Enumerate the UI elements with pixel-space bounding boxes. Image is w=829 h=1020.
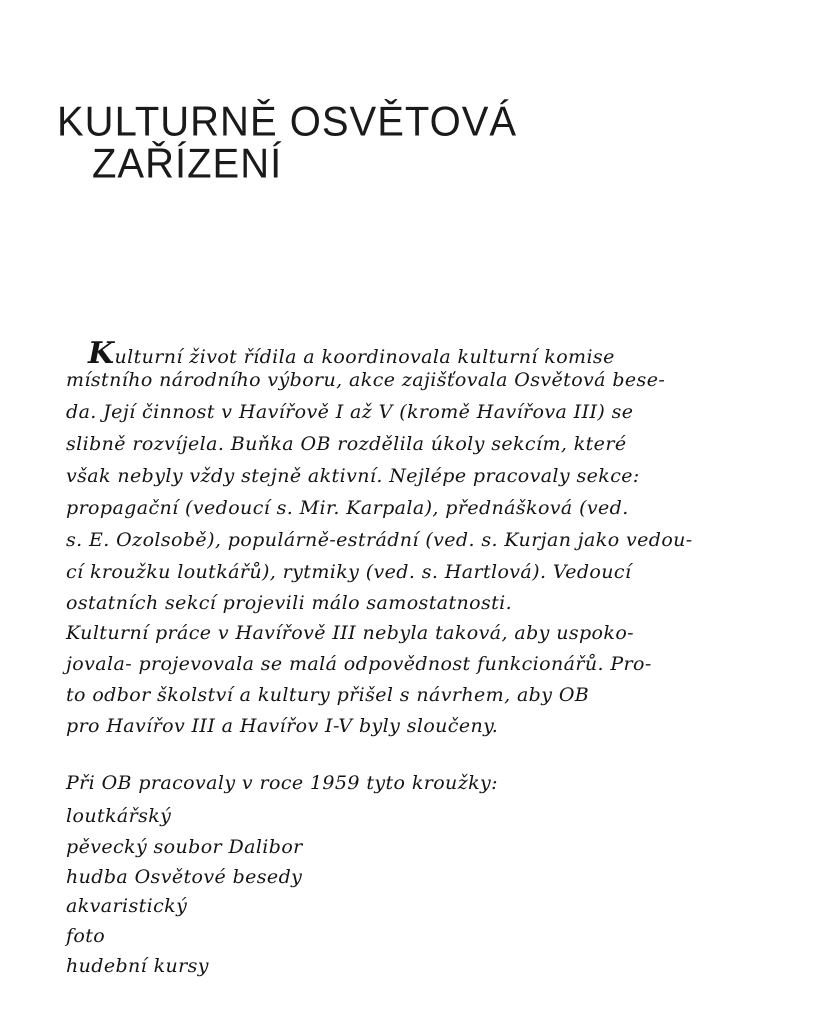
text-line: da. Její činnost v Havířově I až V (kromě Havířova III) se bbox=[66, 401, 634, 423]
text-line: jovala- projevovala se malá odpovědnost funkcionářů. Pro- bbox=[66, 653, 652, 675]
list-item: foto bbox=[66, 925, 106, 947]
text-line: to odbor školství a kultury přišel s návrhem, aby OB bbox=[66, 684, 590, 706]
text-line: však nebyly vždy stejně aktivní. Nejlépe pracovaly sekce: bbox=[66, 465, 640, 487]
text-line: Kulturní práce v Havířově III nebyla taková, aby uspoko- bbox=[66, 622, 634, 644]
text-line: slibně rozvíjela. Buňka OB rozdělila úkoly sekcím, které bbox=[66, 433, 627, 455]
text-line: Při OB pracovaly v roce 1959 tyto kroužky: bbox=[66, 772, 498, 794]
list-item: akvaristický bbox=[66, 895, 188, 917]
text-line: pro Havířov III a Havířov I-V byly sloučeny. bbox=[66, 715, 499, 737]
list-item: pěvecký soubor Dalibor bbox=[66, 836, 303, 858]
text-line: místního národního výboru, akce zajišťovala Osvětová bese- bbox=[66, 369, 666, 391]
text-line: Kulturní život řídila a koordinovala kulturní komise bbox=[88, 336, 615, 371]
text-line: ostatních sekcí projevili málo samostatnosti. bbox=[66, 592, 513, 614]
title-line-1: KULTURNĚ OSVĚTOVÁ bbox=[57, 98, 518, 146]
text-line: propagační (vedoucí s. Mir. Karpala), přednášková (ved. bbox=[66, 497, 629, 519]
title-line-2: ZAŘÍZENÍ bbox=[92, 140, 283, 188]
text-line: cí kroužku loutkářů), rytmiky (ved. s. Hartlová). Vedoucí bbox=[66, 561, 632, 583]
list-item: hudební kursy bbox=[66, 955, 209, 977]
list-item: loutkářský bbox=[66, 805, 172, 827]
text-line: s. E. Ozolsobě), populárně-estrádní (ved. s. Kurjan jako vedou- bbox=[66, 529, 693, 551]
list-item: hudba Osvětové besedy bbox=[66, 866, 303, 888]
